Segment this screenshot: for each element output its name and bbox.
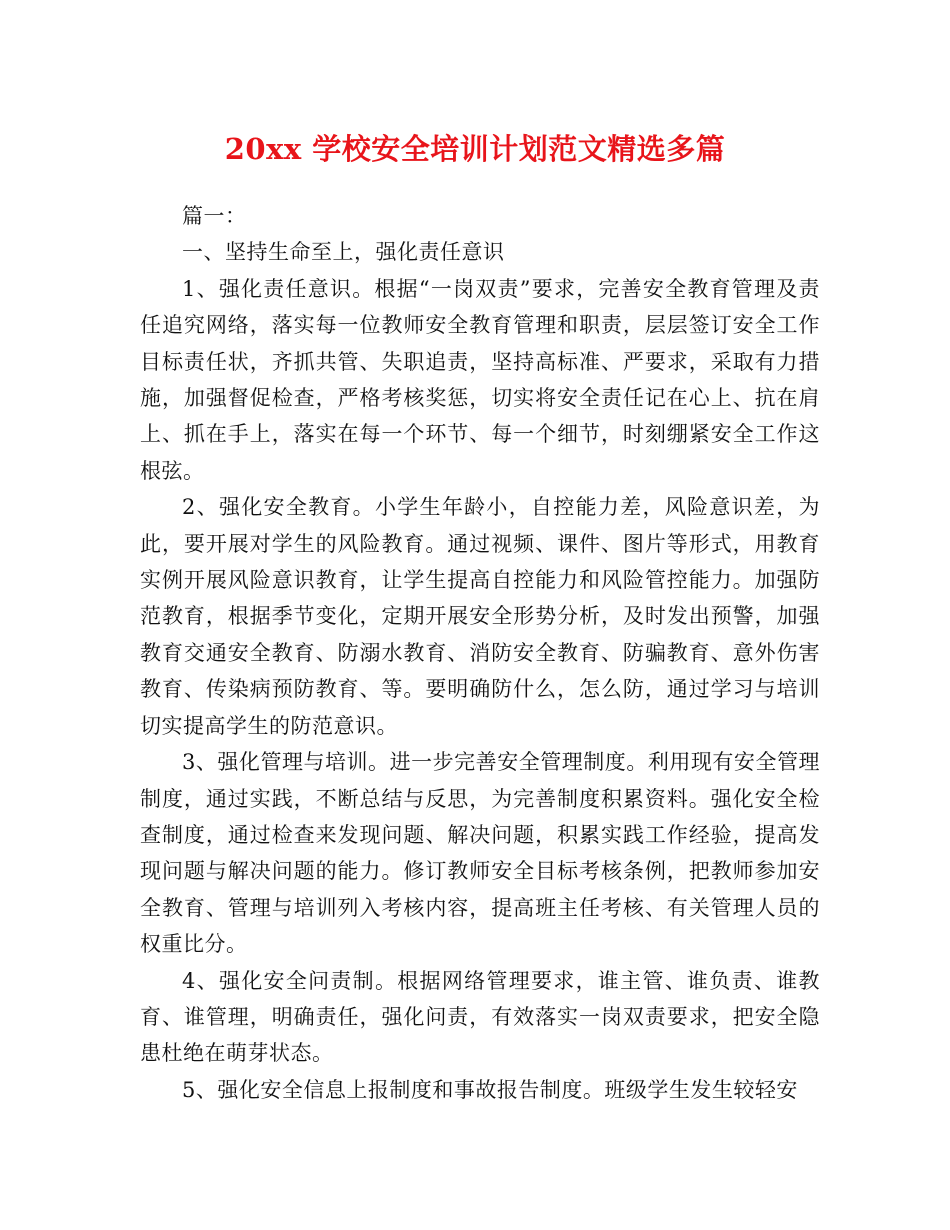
paragraph-item-5: 5、强化安全信息上报制度和事故报告制度。班级学生发生较轻安 — [182, 1077, 798, 1102]
paragraph-section-heading: 篇一： — [182, 204, 247, 228]
paragraph-heading-1: 一、坚持生命至上，强化责任意识 — [182, 240, 505, 265]
paragraph-item-1: 1、强化责任意识。根据“一岗双责”要求，完善安全教育管理及责任追究网络，落实每一位教师安全教育管理和职责，层层签订安全工作目标责任状，齐抓共管、失职追责，坚持高标准、严要求，采取有力措施，加强督促检查，严格考核奖惩，切实将安全责任记在心上、抗在肩上、抓在手上，落实在每一个环节、每一个细节，时刻绷紧安全工作这根弦。 — [140, 276, 820, 483]
paragraph-item-3: 3、强化管理与培训。进一步完善安全管理制度。利用现有安全管理制度，通过实践，不断总结与反思，为完善制度积累资料。强化安全检查制度，通过检查来发现问题、解决问题，积累实践工作经验，提高发现问题与解决问题的能力。修订教师安全目标考核条例，把教师参加安全教育、管理与培训列入考核内容，提高班主任考核、有关管理人员的权重比分。 — [140, 750, 820, 957]
document-body — [140, 198, 820, 1108]
document-title: 20xx 学校安全培训计划范文精选多篇 — [224, 132, 726, 166]
paragraph-item-4: 4、强化安全问责制。根据网络管理要求，谁主管、谁负责、谁教育、谁管理，明确责任，强化问责，有效落实一岗双责要求，把安全隐患杜绝在萌芽状态。 — [140, 968, 820, 1066]
paragraph-item-2: 2、强化安全教育。小学生年龄小，自控能力差，风险意识差，为此，要开展对学生的风险教育。通过视频、课件、图片等形式，用教育实例开展风险意识教育，让学生提高自控能力和风险管控能力。加强防范教育，根据季节变化，定期开展安全形势分析，及时发出预警，加强教育交通安全教育、防溺水教育、消防安全教育、防骗教育、意外伤害教育、传染病预防教育、等。要明确防什么，怎么防，通过学习与培训切实提高学生的防范意识。 — [140, 495, 820, 738]
